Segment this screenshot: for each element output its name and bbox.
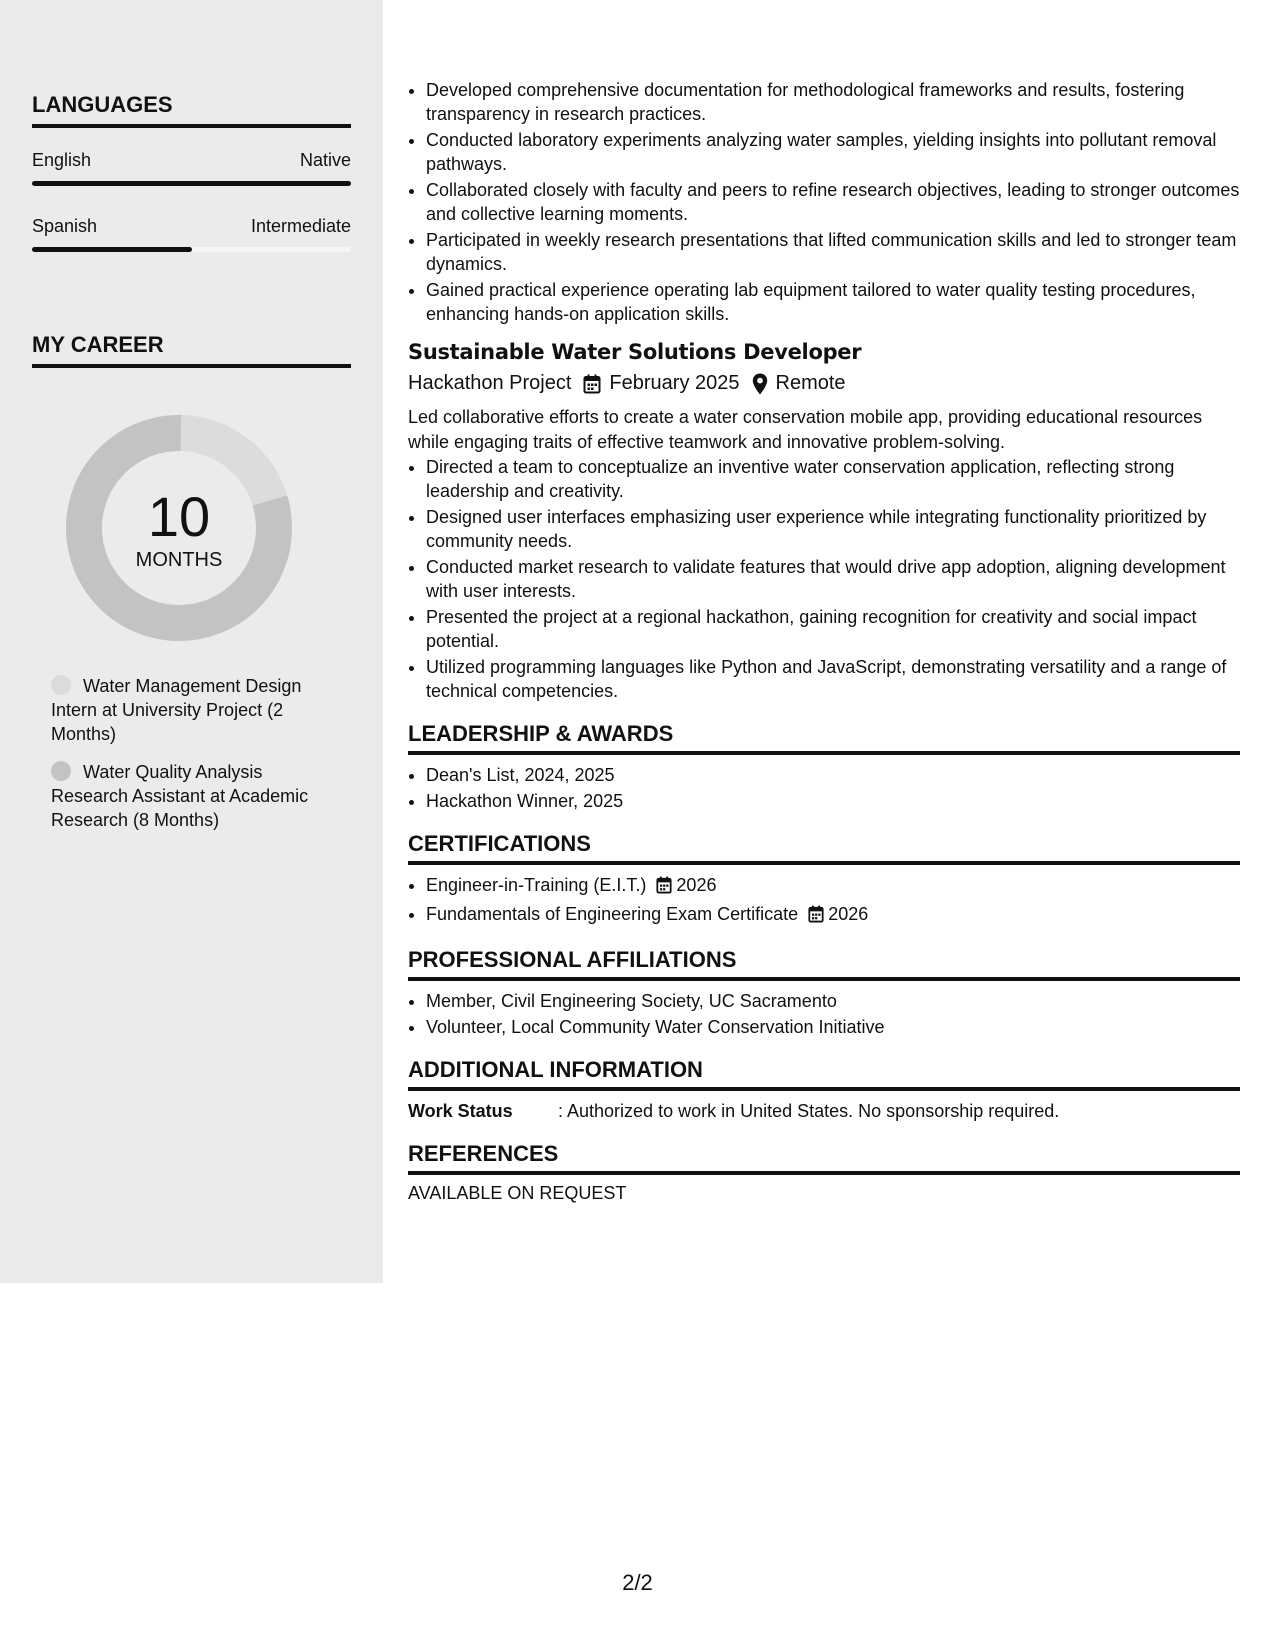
leadership-item: • Dean's List, 2024, 2025 [426, 763, 1240, 787]
bullet-item: • Gained practical experience operating lab equipment tailored to water quality testing procedures, enhancing hands-on application skills. [426, 278, 1240, 326]
references-text: AVAILABLE ON REQUEST [408, 1183, 627, 1203]
certification-year: 2026 [676, 875, 717, 895]
career-legend [51, 674, 331, 846]
legend-dot [51, 675, 71, 695]
bullet-item: • Developed comprehensive documentation for methodological frameworks and results, fostering transparency in research practices. [426, 78, 1240, 126]
leadership-heading: LEADERSHIP & AWARDS [408, 721, 1240, 755]
language-name: Spanish [32, 216, 98, 236]
language-proficiency-bar [32, 247, 351, 252]
map-pin-icon [752, 373, 768, 395]
career-legend-item [51, 674, 331, 746]
calendar-icon [808, 905, 824, 929]
legend-dot [51, 761, 71, 781]
calendar-icon [656, 876, 672, 900]
job-meta [408, 372, 1240, 395]
certification-item [426, 873, 1240, 900]
certifications-list [408, 873, 1240, 929]
affiliation-item: • Volunteer, Local Community Water Conservation Initiative [426, 1015, 1240, 1039]
language-name: English [32, 150, 92, 170]
additional-info-heading: ADDITIONAL INFORMATION [408, 1057, 1240, 1091]
job-organization: Hackathon Project [408, 372, 572, 394]
career-legend-label: Water Management Design Intern at University Project (2 Months) [51, 676, 302, 744]
career-legend-label: Water Quality Analysis Research Assistant at Academic Research (8 Months) [51, 762, 309, 830]
language-proficiency-fill [32, 181, 351, 186]
bullet-item: • Designed user interfaces emphasizing user experience while integrating functionality prioritized by community needs. [426, 505, 1240, 553]
work-status-value: : Authorized to work in United States. No sponsorship required. [558, 1101, 1060, 1121]
bullet-item: • Participated in weekly research presentations that lifted communication skills and led to stronger team dynamics. [426, 228, 1240, 276]
job-title: Sustainable Water Solutions Developer [408, 340, 862, 364]
language-item [32, 150, 351, 186]
bullet-item: • Conducted laboratory experiments analyzing water samples, yielding insights into pollutant removal pathways. [426, 128, 1240, 176]
job-entry [408, 340, 1240, 703]
work-status-row [408, 1099, 1240, 1123]
main-content [408, 78, 1240, 1204]
job-date: February 2025 [609, 372, 740, 394]
job-bullets [408, 455, 1240, 703]
bullet-item: • Conducted market research to validate features that would drive app adoption, aligning development with user interests. [426, 555, 1240, 603]
bullet-item: • Presented the project at a regional hackathon, gaining recognition for creativity and social impact potential. [426, 605, 1240, 653]
career-donut-chart [64, 413, 294, 643]
languages-section [32, 92, 351, 252]
certification-item [426, 902, 1240, 929]
work-status-label: Work Status [408, 1101, 513, 1121]
leadership-item: • Hackathon Winner, 2025 [426, 789, 1240, 813]
bullet-item: • Collaborated closely with faculty and peers to refine research objectives, leading to stronger outcomes and collective learning moments. [426, 178, 1240, 226]
affiliations-list [408, 989, 1240, 1039]
certification-name: Engineer-in-Training (E.I.T.) [426, 875, 647, 895]
language-proficiency-fill [32, 247, 192, 252]
language-proficiency-bar [32, 181, 351, 186]
language-level: Intermediate [250, 216, 351, 236]
bullet-item: • Utilized programming languages like Python and JavaScript, demonstrating versatility and a range of technical competencies. [426, 655, 1240, 703]
sidebar [0, 0, 383, 1283]
certifications-heading: CERTIFICATIONS [408, 831, 1240, 865]
affiliations-heading: PROFESSIONAL AFFILIATIONS [408, 947, 1240, 981]
calendar-icon [583, 374, 601, 394]
career-heading: MY CAREER [32, 332, 351, 368]
career-total-unit: MONTHS [135, 549, 223, 571]
previous-job-bullets [408, 78, 1240, 326]
language-level: Native [299, 150, 351, 170]
job-location: Remote [775, 372, 846, 394]
certification-name: Fundamentals of Engineering Exam Certificate [426, 904, 799, 924]
leadership-list [408, 763, 1240, 813]
references-heading: REFERENCES [408, 1141, 1240, 1175]
affiliation-item: • Member, Civil Engineering Society, UC Sacramento [426, 989, 1240, 1013]
career-legend-item [51, 760, 331, 832]
job-description: Led collaborative efforts to create a water conservation mobile app, providing educational resources while engaging traits of effective teamwork and innovative problem-solving. [408, 407, 1203, 452]
certification-year: 2026 [828, 904, 869, 924]
languages-heading: LANGUAGES [32, 92, 351, 128]
career-total-number: 10 [147, 485, 211, 548]
career-section [32, 332, 351, 368]
page-number: 2/2 [622, 1570, 653, 1595]
bullet-item: • Directed a team to conceptualize an inventive water conservation application, reflecting strong leadership and creativity. [426, 455, 1240, 503]
language-item [32, 216, 351, 252]
